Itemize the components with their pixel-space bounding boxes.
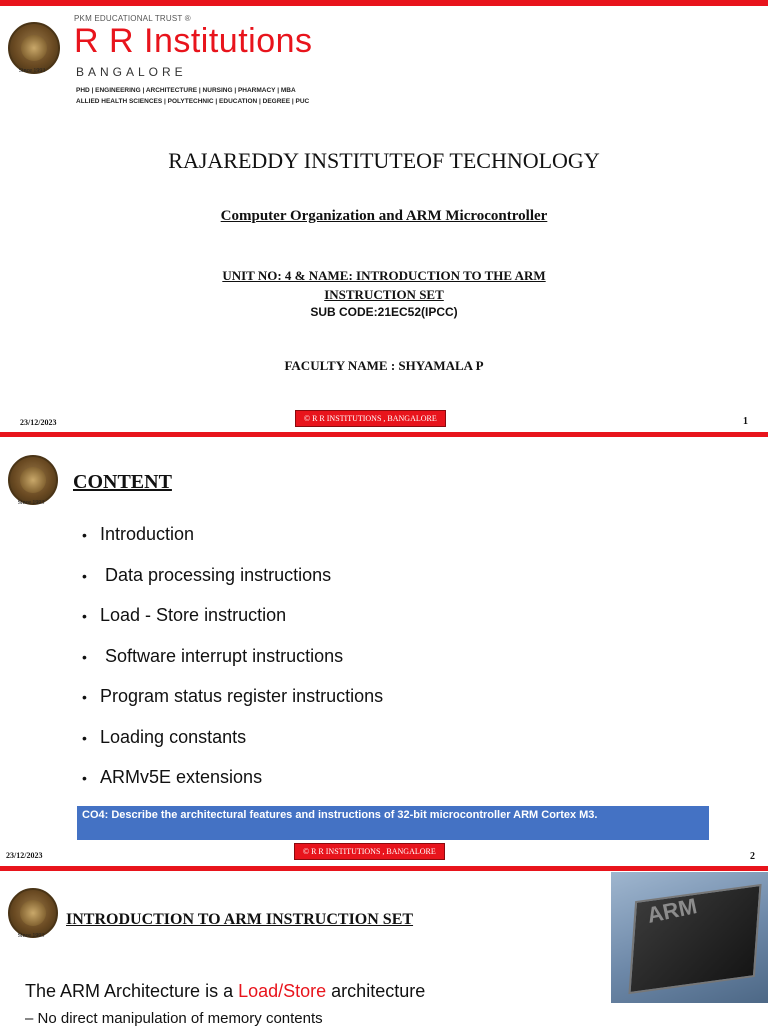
brand-name: R R Institutions: [74, 22, 313, 60]
subject-code: SUB CODE:21EC52(IPCC): [310, 305, 458, 319]
bullet-dot: •: [82, 567, 87, 584]
seal-since-label: Since 1993: [17, 500, 45, 506]
slide-top-bar: [0, 0, 768, 6]
architecture-statement: The ARM Architecture is a Load/Store architecture: [25, 981, 426, 1001]
bullet-dot: •: [82, 608, 87, 624]
bullet-dot: •: [82, 729, 87, 746]
slide-1: [0, 0, 768, 432]
content-bullet-list: [82, 524, 383, 808]
institution-seal-logo: [8, 22, 60, 74]
programs-line-1: PHD | ENGINEERING | ARCHITECTURE | NURSING | PHARMACY | MBA: [76, 87, 296, 94]
bullet-dot: •: [82, 770, 87, 786]
bullet-dot: •: [82, 648, 87, 665]
copyright-badge: © R R INSTITUTIONS , BANGALORE: [295, 410, 446, 427]
trust-name: PKM EDUCATIONAL TRUST ®: [74, 14, 191, 23]
list-item: • Data processing instructions: [82, 564, 332, 585]
copyright-badge: © R R INSTITUTIONS , BANGALORE: [294, 843, 445, 860]
slide-number: 2: [750, 851, 755, 862]
course-title: Computer Organization and ARM Microcontroller: [220, 208, 548, 224]
arm-chip-photo: [611, 872, 768, 1003]
unit-title: UNIT NO: 4 & NAME: INTRODUCTION TO THE ARM INSTRUCTION SET: [222, 268, 546, 302]
bullet-dot: •: [82, 689, 87, 705]
slide-number: 1: [743, 416, 748, 427]
list-item: • Program status register instructions: [82, 686, 384, 706]
bullet-dot: •: [82, 527, 87, 543]
institute-name: RAJAREDDY INSTITUTEOF TECHNOLOGY: [168, 148, 600, 173]
chip-label: ARM: [644, 893, 700, 928]
slide-date: 23/12/2023: [20, 418, 57, 427]
slide-date: 23/12/2023: [6, 851, 43, 860]
list-item: • ARMv5E extensions: [82, 767, 263, 787]
load-store-highlight: Load/Store: [238, 981, 327, 1001]
list-item: • Introduction: [82, 524, 195, 544]
institution-seal-logo: [8, 455, 58, 505]
course-outcome-text: CO4: Describe the architectural features and instructions of 32-bit microcontroller ARM Cortex M3.: [82, 809, 598, 821]
list-item: • Load - Store instruction: [82, 605, 287, 625]
programs-line-2: ALLIED HEALTH SCIENCES | POLYTECHNIC | EDUCATION | DEGREE | PUC: [76, 98, 310, 105]
seal-since-label: Since 1993: [18, 68, 46, 74]
intro-title: INTRODUCTION TO ARM INSTRUCTION SET: [66, 911, 414, 928]
programs-list: [76, 85, 309, 107]
sub-point: – No direct manipulation of memory contents: [25, 1010, 323, 1027]
course-outcome-box: [77, 806, 709, 840]
seal-since-label: Since 1993: [17, 933, 45, 939]
brand-city: BANGALORE: [76, 65, 187, 79]
slide-separator: [0, 866, 768, 871]
institution-seal-logo: [8, 888, 58, 938]
content-title: CONTENT: [73, 471, 172, 493]
faculty-name: FACULTY NAME : SHYAMALA P: [284, 358, 484, 373]
list-item: • Loading constants: [82, 726, 247, 747]
list-item: • Software interrupt instructions: [82, 645, 344, 666]
